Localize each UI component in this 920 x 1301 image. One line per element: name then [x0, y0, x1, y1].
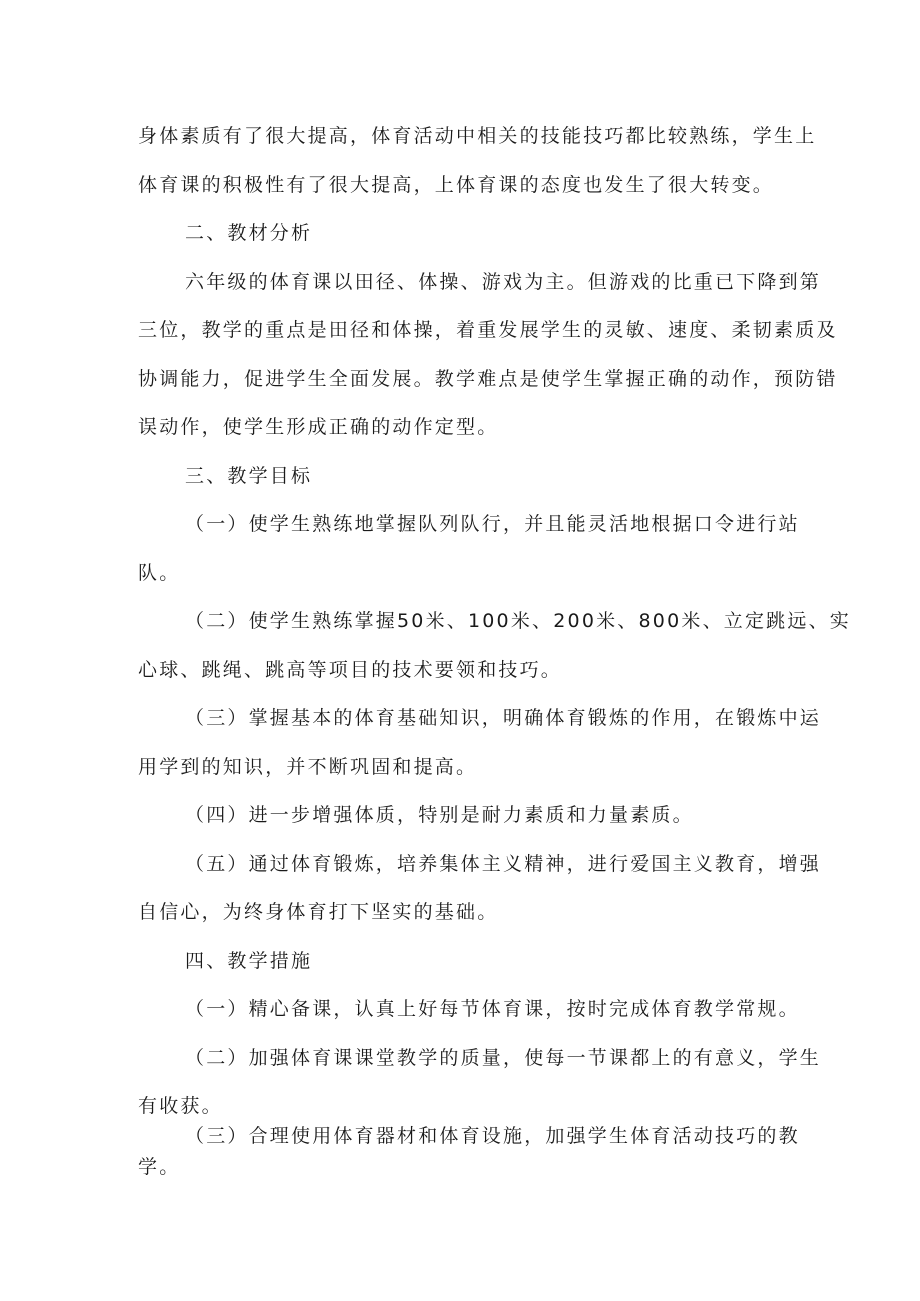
body-line: （二）使学生熟练掌握50米、100米、200米、800米、立定跳远、实: [185, 610, 851, 632]
body-line: 身体素质有了很大提高，体育活动中相关的技能技巧都比较熟练，学生上: [138, 125, 817, 147]
body-line: 自信心，为终身体育打下坚实的基础。: [138, 901, 499, 923]
body-line: （三）合理使用体育器材和体育设施，加强学生体育活动技巧的教: [185, 1125, 800, 1147]
body-line: 六年级的体育课以田径、体操、游戏为主。但游戏的比重已下降到第: [185, 271, 822, 293]
body-line: 误动作，使学生形成正确的动作定型。: [138, 416, 499, 438]
body-line: 三位，教学的重点是田径和体操，着重发展学生的灵敏、速度、柔韧素质及: [138, 319, 838, 341]
body-line: 协调能力，促进学生全面发展。教学难点是使学生掌握正确的动作，预防错: [138, 368, 838, 390]
body-line: 队。: [138, 562, 181, 584]
body-line: 学。: [138, 1156, 181, 1178]
body-line: （二）加强体育课课堂教学的质量，使每一节课都上的有意义，学生: [185, 1047, 822, 1069]
section-heading-materials: 二、教材分析: [185, 222, 313, 244]
body-line: （一）精心备课，认真上好每节体育课，按时完成体育教学常规。: [185, 998, 800, 1020]
body-line: 体育课的积极性有了很大提高，上体育课的态度也发生了很大转变。: [138, 174, 775, 196]
section-heading-goals: 三、教学目标: [185, 465, 313, 487]
body-line: （五）通过体育锻炼，培养集体主义精神，进行爱国主义教育，增强: [185, 853, 822, 875]
body-line: 用学到的知识，并不断巩固和提高。: [138, 756, 478, 778]
body-line: 有收获。: [138, 1095, 223, 1117]
body-line: （一）使学生熟练地掌握队列队行，并且能灵活地根据口令进行站: [185, 513, 800, 535]
body-line: 心球、跳绳、跳高等项目的技术要领和技巧。: [138, 659, 563, 681]
body-line: （四）进一步增强体质，特别是耐力素质和力量素质。: [185, 804, 694, 826]
section-heading-measures: 四、教学措施: [185, 950, 313, 972]
body-line: （三）掌握基本的体育基础知识，明确体育锻炼的作用，在锻炼中运: [185, 707, 822, 729]
